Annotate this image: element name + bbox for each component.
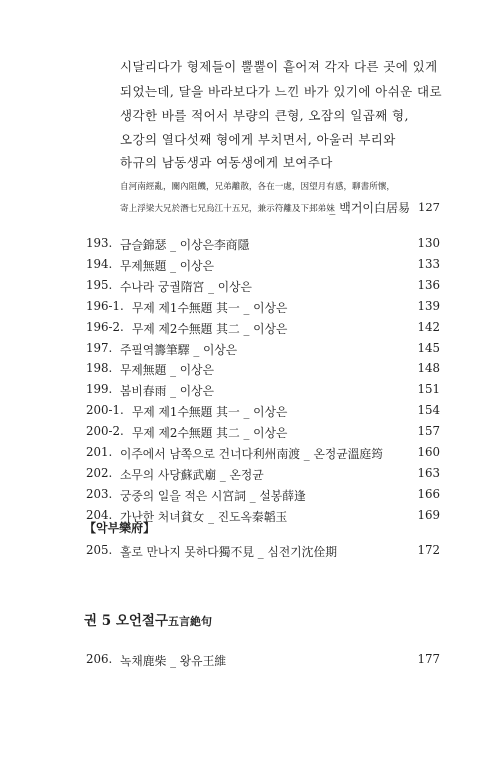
entry-title: 봄비春雨 _ 이상은 bbox=[120, 384, 214, 398]
entry-number: 194. bbox=[86, 257, 113, 271]
entry-number: 199. bbox=[86, 382, 113, 396]
volume-label-chinese: 五言絶句 bbox=[168, 615, 212, 628]
page-number: 166 bbox=[417, 487, 440, 501]
entry-number: 205. bbox=[86, 543, 113, 557]
page-number: 169 bbox=[417, 508, 440, 522]
entry-title: 무제 제1수無題 其一 _ 이상은 bbox=[132, 405, 288, 419]
entry-title: 홀로 만나지 못하다獨不見 _ 심전기沈佺期 bbox=[120, 545, 338, 559]
page-number: 160 bbox=[417, 445, 440, 459]
entry-number: 200-2. bbox=[86, 424, 124, 438]
toc-entry bbox=[86, 403, 440, 421]
poem-title-line: 오강의 열다섯째 형에게 부치면서, 아울러 부리와 bbox=[120, 132, 396, 147]
page-number: 127 bbox=[418, 200, 440, 214]
toc-entry bbox=[86, 424, 440, 442]
toc-entry bbox=[86, 466, 440, 484]
toc-entry bbox=[86, 382, 440, 400]
page-number: 157 bbox=[417, 424, 440, 438]
toc-entry bbox=[86, 445, 440, 463]
toc-entry bbox=[86, 257, 440, 275]
poem-title-last-line bbox=[120, 201, 440, 215]
toc-entry bbox=[86, 652, 440, 670]
entry-title: 무제無題 _ 이상은 bbox=[120, 363, 214, 377]
entry-number: 206. bbox=[86, 652, 113, 666]
entry-number: 196-2. bbox=[86, 320, 124, 334]
volume-heading bbox=[84, 609, 212, 629]
poem-author: _ 백거이白居易 bbox=[329, 201, 410, 215]
poem-title-chinese: 自河南經亂，關內阻饑，兄弟離散，各在一處，因望月有感，聊書所懷， bbox=[120, 182, 396, 192]
page-number: 163 bbox=[417, 466, 440, 480]
page-number: 172 bbox=[417, 543, 440, 557]
page-number: 130 bbox=[417, 236, 440, 250]
toc-entry bbox=[86, 487, 440, 505]
entry-title: 가난한 처녀貧女 _ 진도옥秦韜玉 bbox=[120, 510, 288, 524]
page-number: 145 bbox=[417, 341, 440, 355]
entry-title: 이주에서 남쪽으로 건너다利州南渡 _ 온정균溫庭筠 bbox=[120, 447, 384, 461]
poem-title-chinese-end: 寄上浮梁大兄於潛七兄烏江十五兄，兼示符離及下邽弟妹 bbox=[120, 204, 335, 214]
page-number: 148 bbox=[417, 361, 440, 375]
entry-number: 203. bbox=[86, 487, 113, 501]
page-number: 142 bbox=[417, 320, 440, 334]
page-number: 154 bbox=[417, 403, 440, 417]
entry-title: 수나라 궁궐隋宮 _ 이상은 bbox=[120, 280, 252, 294]
page-number: 177 bbox=[417, 652, 440, 666]
page-number: 133 bbox=[417, 257, 440, 271]
entry-title: 소무의 사당蘇武廟 _ 온정균 bbox=[120, 468, 264, 482]
toc-entry bbox=[86, 299, 440, 317]
entry-title: 녹채鹿柴 _ 왕유王維 bbox=[120, 654, 227, 668]
entry-number: 200-1. bbox=[86, 403, 124, 417]
toc-entry bbox=[86, 320, 440, 338]
toc-entry bbox=[86, 361, 440, 379]
entry-number: 197. bbox=[86, 341, 113, 355]
entry-number: 201. bbox=[86, 445, 113, 459]
poem-title-line: 생각한 바를 적어서 부량의 큰형, 오잠의 일곱째 형, bbox=[120, 108, 409, 123]
entry-title: 주필역籌筆驛 _ 이상은 bbox=[120, 343, 238, 357]
entry-title: 무제無題 _ 이상은 bbox=[120, 259, 214, 273]
toc-entry bbox=[86, 236, 440, 254]
toc-entry bbox=[86, 278, 440, 296]
poem-title-line: 되었는데, 달을 바라보다가 느낀 바가 있기에 아쉬운 대로 bbox=[120, 84, 442, 99]
page-number: 151 bbox=[417, 382, 440, 396]
toc-entry bbox=[86, 543, 440, 561]
entry-title: 궁중의 일을 적은 시宮詞 _ 설봉薛逢 bbox=[120, 489, 306, 503]
poem-title-line: 시달리다가 형제들이 뿔뿔이 흩어져 각자 다른 곳에 있게 bbox=[120, 59, 438, 74]
entry-number: 193. bbox=[86, 236, 113, 250]
entry-title: 무제 제2수無題 其二 _ 이상은 bbox=[132, 426, 288, 440]
toc-entry bbox=[86, 341, 440, 359]
poem-title-line: 하규의 남동생과 여동생에게 보여주다 bbox=[120, 155, 333, 170]
entry-title: 금슬錦瑟 _ 이상은李商隱 bbox=[120, 238, 250, 252]
entry-title: 무제 제1수無題 其一 _ 이상은 bbox=[132, 301, 288, 315]
page-number: 136 bbox=[417, 278, 440, 292]
section-heading: 【악부樂府】 bbox=[84, 521, 156, 535]
entry-number: 195. bbox=[86, 278, 113, 292]
entry-number: 196-1. bbox=[86, 299, 124, 313]
entry-title: 무제 제2수無題 其二 _ 이상은 bbox=[132, 322, 288, 336]
entry-number: 202. bbox=[86, 466, 113, 480]
entry-number: 204. bbox=[86, 508, 113, 522]
volume-label: 권 5 오언절구 bbox=[84, 613, 168, 629]
page-number: 139 bbox=[417, 299, 440, 313]
entry-number: 198. bbox=[86, 361, 113, 375]
